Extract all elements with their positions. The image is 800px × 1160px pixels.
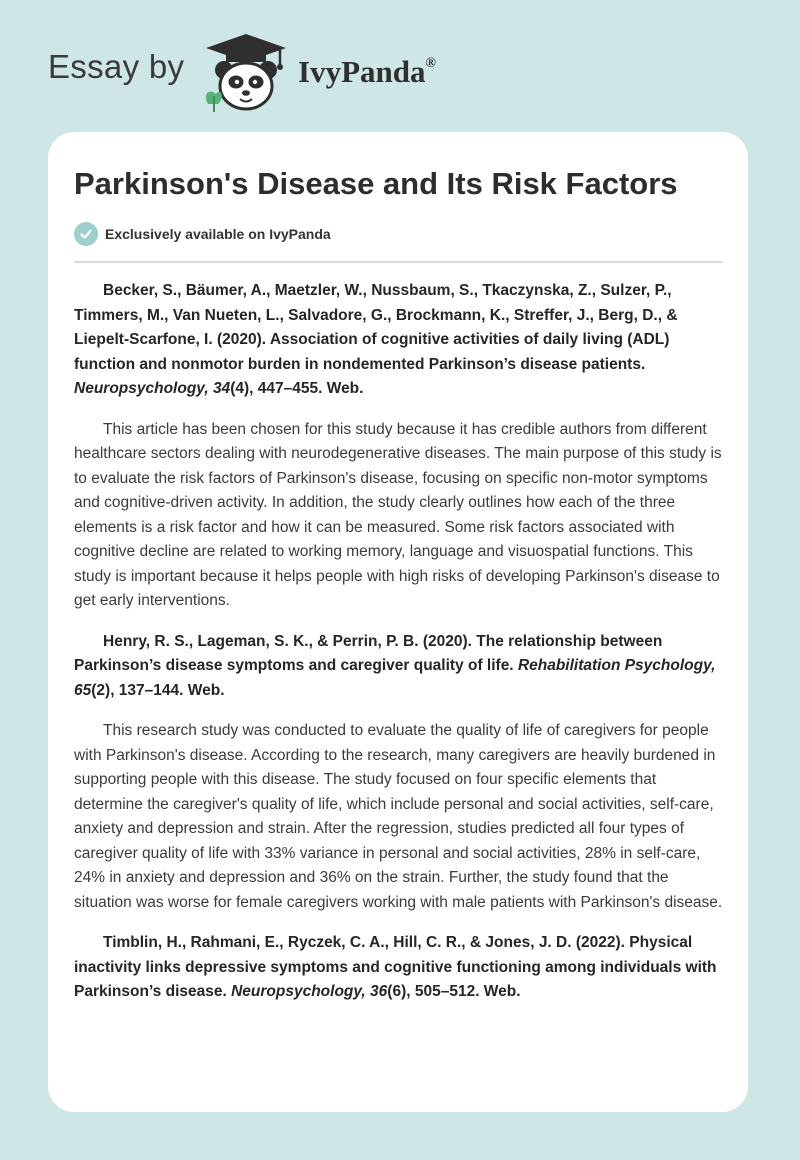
divider: [74, 261, 723, 263]
reference-3: Timblin, H., Rahmani, E., Ryczek, C. A., Hill, C. R., & Jones, J. D. (2022). Physical inactivity links depressive symptoms and cognitive functioning among individuals with Parkinson’s disease. Neuropsychology, 36(6), 505–512. Web.: [74, 934, 717, 1000]
registered-mark: ®: [425, 56, 436, 71]
summary-1: This article has been chosen for this study because it has credible authors from different healthcare sectors dealing with neurodegenerative diseases. The main purpose of this study is to evaluate the risk factors of Parkinson's disease, focusing on specific non-motor symptoms and cognitive-driven activity. In addition, the study clearly outlines how each of the three elements is a risk factor and how it can be measured. Some risk factors associated with cognitive decline are related to working memory, language and visuospatial functions. This study is important because it helps people with high risks of developing Parkinson's disease to get early interventions.: [74, 420, 722, 609]
brand-name[interactable]: IvyPanda®: [298, 54, 436, 89]
check-icon: [74, 222, 98, 246]
summary-2: This research study was conducted to evaluate the quality of life of caregivers for people with Parkinson's disease. According to the research, many caregivers are heavily burdened in supporting people with this disease. The study focused on four specific elements that determine the caregiver's quality of life, which include personal and social activities, self-care, anxiety and depression and strain. After the regression, studies predicted all four types of caregiver quality of life with 33% variance in personal and social activities, 28% in self-care, 24% in anxiety and depression and 36% on the strain. Further, the study found that the situation was worse for female caregivers working with male patients with Parkinson's disease.: [74, 722, 723, 911]
site-header: [48, 28, 508, 112]
reference-2: Henry, R. S., Lageman, S. K., & Perrin, P. B. (2020). The relationship between Parkinson’s disease symptoms and caregiver quality of life. Rehabilitation Psychology, 65(2), 137–144. Web.: [74, 632, 716, 699]
essay-content: [74, 279, 726, 1021]
essay-card: [48, 132, 748, 1112]
ivypanda-logo-icon[interactable]: [200, 30, 292, 114]
essay-by-label: Essay by: [48, 48, 185, 85]
reference-1: Becker, S., Bäumer, A., Maetzler, W., Nussbaum, S., Tkaczynska, Z., Sulzer, P., Timmers, M., Van Nueten, L., Salvadore, G., Brockmann, K., Streffer, J., Berg, D., & Liepelt-Scarfone, I. (2020). Association of cognitive activities of daily living (ADL) function and nonmotor burden in nondemented Parkinson’s disease patients. Neuropsychology, 34(4), 447–455. Web.: [74, 282, 678, 397]
exclusive-badge: [74, 222, 331, 246]
exclusive-label: Exclusively available on IvyPanda: [105, 226, 331, 242]
page-title: Parkinson's Disease and Its Risk Factors: [74, 166, 678, 201]
